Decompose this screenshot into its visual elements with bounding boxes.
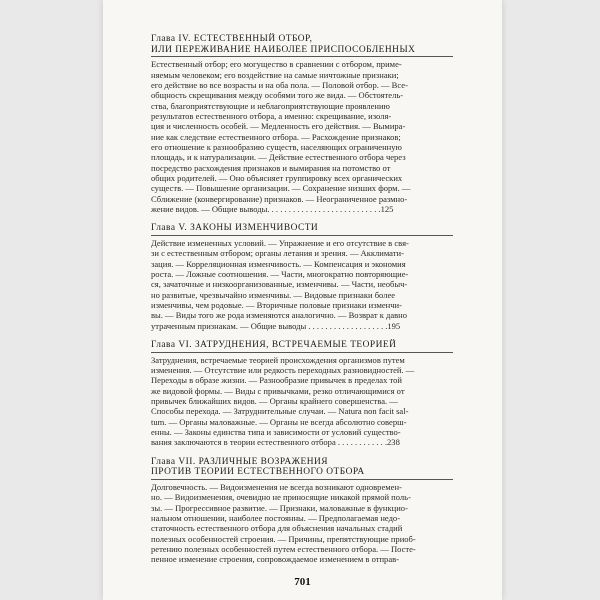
summary-line: Действие измененных условий. — Упражнение и его отсутствие в свя- bbox=[151, 237, 409, 248]
summary-line: Затруднения, встречаемые теорией происхождения организмов путем bbox=[151, 354, 405, 365]
summary-line: Долговечность. — Видоизменения не всегда возникают одновремен- bbox=[151, 481, 402, 492]
summary-line: площадь, и к натурализации. — Действие естественного отбора через bbox=[151, 152, 406, 163]
summary-line: нальном отношении, наиболее постоянны. — Предполагаемая недо- bbox=[151, 512, 401, 523]
summary-line: зация. — Корреляционная изменчивость. — Компенсация и экономия bbox=[151, 258, 406, 269]
summary-line: но. — Видоизменения, очевидно не приносящие никакой прямой поль- bbox=[151, 492, 411, 503]
summary-line: Переходы в образе жизни. — Разнообразие привычек в пределах той bbox=[151, 375, 402, 386]
chapter-heading-line: ПРОТИВ ТЕОРИИ ЕСТЕСТВЕННОГО ОТБОРА bbox=[151, 467, 365, 478]
chapter-heading-line: Глава V. ЗАКОНЫ ИЗМЕНЧИВОСТИ bbox=[151, 223, 319, 234]
page-number: 701 bbox=[294, 576, 311, 588]
chapter-summary bbox=[151, 59, 453, 214]
summary-line: ся, зачаточные и низкоорганизованные, изменчивы. — Части, необыч- bbox=[151, 279, 408, 290]
chapter-heading-line: Глава VII. РАЗЛИЧНЫЕ ВОЗРАЖЕНИЯ bbox=[151, 456, 329, 467]
summary-line: результатов естественного отбора, а именно: скрещивание, изоля- bbox=[151, 110, 392, 121]
chapter-heading-line: ИЛИ ПЕРЕЖИВАНИЕ НАИБОЛЕЕ ПРИСПОСОБЛЕННЫХ bbox=[151, 44, 416, 55]
table-of-contents bbox=[151, 34, 453, 574]
chapter-heading bbox=[151, 340, 453, 353]
summary-line: привычек ближайших видов. — Органы крайнего совершенства. — bbox=[151, 396, 398, 406]
chapter-summary bbox=[151, 238, 453, 331]
chapter-heading-line: Глава VI. ЗАТРУДНЕНИЯ, ВСТРЕЧАЕМЫЕ ТЕОРИЕЙ bbox=[151, 340, 397, 351]
summary-line: роста. — Ложные соотношения. — Части, многократно повторяющие- bbox=[151, 268, 409, 279]
chapter-heading bbox=[151, 457, 453, 480]
summary-line: няемым человеком; его воздействие на самые ничтожные признаки; bbox=[151, 69, 399, 80]
summary-line: ция и численность особей. — Медленность его действия. — Вымира- bbox=[151, 121, 406, 132]
summary-line: ства, благоприятствующие и неблагоприятствующие проявлению bbox=[151, 100, 390, 111]
summary-line: tum. — Органы маловажные. — Органы не всегда абсолютно соверш- bbox=[151, 416, 407, 427]
chapter-6 bbox=[151, 340, 453, 448]
summary-line: вания заключаются в теории естественного отбора . . . . . . . . . . . .238 bbox=[151, 437, 400, 448]
chapter-heading-line: Глава IV. ЕСТЕСТВЕННЫЙ ОТБОР, bbox=[151, 34, 313, 44]
summary-line: ретению полезных особенностей путем естественного отбора. — Посте- bbox=[151, 543, 416, 554]
chapter-heading bbox=[151, 34, 453, 57]
summary-line: енны. — Законы единства типа и зависимости от условий существо- bbox=[151, 427, 401, 438]
book-page bbox=[103, 0, 502, 600]
chapter-heading bbox=[151, 223, 453, 236]
summary-line: Способы перехода. — Затруднительные случаи. — Natura non facit sal- bbox=[151, 406, 409, 417]
summary-line: пенное изменение строения, сопровождаемое изменением в отправ- bbox=[151, 554, 399, 565]
summary-line: зи с естественным отбором; органы летания и зрения. — Акклимати- bbox=[151, 248, 404, 259]
summary-line: жение видов. — Общие выводы. . . . . . . . . . . . . . . . . . . . . . . . . . .125 bbox=[151, 204, 394, 214]
summary-line: посредство расхождения признаков и вымирания на потомство от bbox=[151, 162, 391, 173]
summary-line: ние как следствие естественного отбора. — Расхождение признаков; bbox=[151, 131, 401, 142]
chapter-summary bbox=[151, 482, 453, 565]
chapter-7 bbox=[151, 457, 453, 565]
summary-line: его действие во все возрасты и на оба пола. — Половой отбор. — Все- bbox=[151, 79, 408, 90]
summary-line: полезных особенностей строения. — Причины, препятствующие приоб- bbox=[151, 533, 416, 544]
summary-line: зы. — Прогрессивное развитие. — Признаки, маловажные в функцио- bbox=[151, 502, 408, 513]
summary-line: изменения. — Отсутствие или редкость переходных разновидностей. — bbox=[151, 364, 415, 375]
summary-line: общих родителей. — Оно объясняет группировку всех органических bbox=[151, 172, 403, 183]
summary-line: Естественный отбор; его могущество в сравнении с отбором, приме- bbox=[151, 59, 402, 70]
summary-line: но развитые, чрезвычайно изменчивы. — Видовые признаки более bbox=[151, 289, 396, 300]
summary-line: же видовой формы. — Виды с привычками, резко отличающимися от bbox=[151, 385, 405, 396]
summary-line: Сближение (конвергирование) признаков. — Неограниченное размно- bbox=[151, 193, 408, 204]
summary-line: статочность естественного отбора для объяснения начальных стадий bbox=[151, 523, 403, 534]
chapter-4 bbox=[151, 34, 453, 214]
summary-line: утраченным признакам. — Общие выводы . . . . . . . . . . . . . . . . . . .195 bbox=[151, 320, 401, 331]
summary-line: общность скрещивания между особями того же вида. — Обстоятель- bbox=[151, 90, 404, 101]
summary-line: вы. — Виды того же рода изменяются аналогично. — Возврат к давно bbox=[151, 310, 408, 321]
chapter-summary bbox=[151, 355, 453, 448]
summary-line: его отношение к разнообразию существ, населяющих ограниченную bbox=[151, 141, 402, 152]
chapter-5 bbox=[151, 223, 453, 331]
summary-line: существ. — Повышение организации. — Сохранение низших форм. — bbox=[151, 183, 411, 194]
summary-line: изменчивы, чем родовые. — Вторичные половые признаки изменчи- bbox=[151, 300, 402, 310]
